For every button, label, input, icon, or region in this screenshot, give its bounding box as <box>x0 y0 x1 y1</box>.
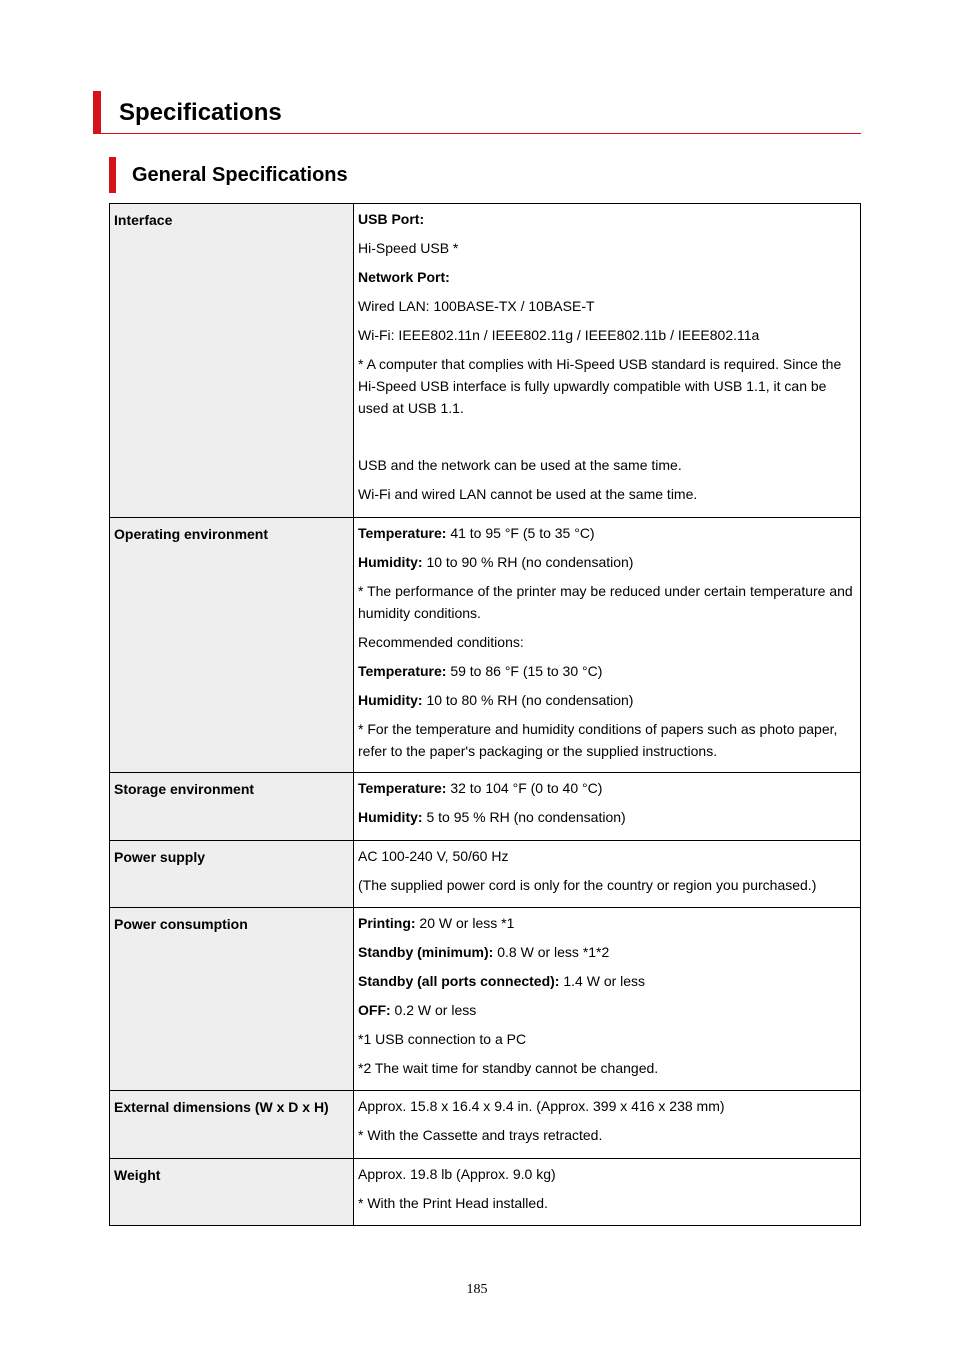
rec-humidity-label: Humidity: <box>358 692 423 708</box>
off-value: 0.2 W or less <box>390 1002 477 1018</box>
row-label: Power supply <box>110 841 354 908</box>
network-port-label: Network Port: <box>358 269 450 285</box>
page-heading <box>93 91 861 134</box>
usb-port-value: Hi-Speed USB * <box>358 240 459 256</box>
off-label: OFF: <box>358 1002 391 1018</box>
spacer <box>358 426 856 454</box>
standby-min-label: Standby (minimum): <box>358 944 494 960</box>
wifi-value: Wi-Fi: IEEE802.11n / IEEE802.11g / IEEE802.11b / IEEE802.11a <box>358 327 760 343</box>
rec-humidity-value: 10 to 80 % RH (no condensation) <box>422 692 634 708</box>
not-same-time-note: Wi-Fi and wired LAN cannot be used at the same time. <box>358 486 698 502</box>
row-label: Weight <box>110 1159 354 1226</box>
rec-temperature-label: Temperature: <box>358 663 447 679</box>
temperature-value: 32 to 104 °F (0 to 40 °C) <box>446 780 603 796</box>
page-number: 185 <box>466 1282 488 1297</box>
dimensions-value: Approx. 15.8 x 16.4 x 9.4 in. (Approx. 399 x 416 x 238 mm) <box>358 1098 725 1114</box>
row-label: Storage environment <box>110 773 354 841</box>
usb-port-label: USB Port: <box>358 211 425 227</box>
standby-wait-note: *2 The wait time for standby cannot be changed. <box>358 1060 659 1076</box>
table-row-interface <box>110 204 861 518</box>
weight-note: * With the Print Head installed. <box>358 1195 548 1211</box>
recommended-label: Recommended conditions: <box>358 634 524 650</box>
usb-connection-note: *1 USB connection to a PC <box>358 1031 527 1047</box>
page-title: Specifications <box>119 99 282 126</box>
weight-value: Approx. 19.8 lb (Approx. 9.0 kg) <box>358 1166 556 1182</box>
row-value <box>354 841 861 908</box>
row-value <box>354 773 861 841</box>
section-title: General Specifications <box>132 164 348 186</box>
row-value <box>354 908 861 1091</box>
row-label: Operating environment <box>110 518 354 773</box>
usb-note: * A computer that complies with Hi-Speed USB standard is required. Since the Hi-Speed USB interface is fully upwardly compatible with USB 1.1, it can be used at USB 1.1. <box>358 356 842 416</box>
humidity-label: Humidity: <box>358 554 423 570</box>
humidity-value: 10 to 90 % RH (no condensation) <box>422 554 634 570</box>
printing-label: Printing: <box>358 915 416 931</box>
table-row-operating <box>110 518 861 773</box>
temperature-label: Temperature: <box>358 780 447 796</box>
humidity-value: 5 to 95 % RH (no condensation) <box>422 809 626 825</box>
paper-note: * For the temperature and humidity conditions of papers such as photo paper, refer to the paper's packaging or the supplied instructions. <box>358 721 838 759</box>
same-time-note: USB and the network can be used at the same time. <box>358 457 682 473</box>
performance-note: * The performance of the printer may be reduced under certain temperature and humidity conditions. <box>358 583 853 621</box>
power-cord-note: (The supplied power cord is only for the country or region you purchased.) <box>358 877 817 893</box>
standby-all-label: Standby (all ports connected): <box>358 973 560 989</box>
dimensions-note: * With the Cassette and trays retracted. <box>358 1127 603 1143</box>
table-row-dimensions <box>110 1091 861 1159</box>
row-label: Power consumption <box>110 908 354 1091</box>
row-value <box>354 518 861 773</box>
heading-accent-bar <box>93 91 101 133</box>
table-row-storage <box>110 773 861 841</box>
standby-all-value: 1.4 W or less <box>559 973 646 989</box>
row-value <box>354 204 861 518</box>
power-supply-value: AC 100-240 V, 50/60 Hz <box>358 848 509 864</box>
row-value <box>354 1091 861 1159</box>
humidity-label: Humidity: <box>358 809 423 825</box>
rec-temperature-value: 59 to 86 °F (15 to 30 °C) <box>446 663 603 679</box>
row-label: Interface <box>110 204 354 518</box>
row-label: External dimensions (W x D x H) <box>110 1091 354 1159</box>
specifications-table <box>109 203 861 1226</box>
wired-lan-value: Wired LAN: 100BASE-TX / 10BASE-T <box>358 298 595 314</box>
row-value <box>354 1159 861 1226</box>
temperature-value: 41 to 95 °F (5 to 35 °C) <box>446 525 595 541</box>
printing-value: 20 W or less *1 <box>415 915 515 931</box>
table-row-power-consumption <box>110 908 861 1091</box>
table-row-power-supply <box>110 841 861 908</box>
table-row-weight <box>110 1159 861 1226</box>
section-accent-bar <box>109 157 116 193</box>
standby-min-value: 0.8 W or less *1*2 <box>493 944 610 960</box>
temperature-label: Temperature: <box>358 525 447 541</box>
